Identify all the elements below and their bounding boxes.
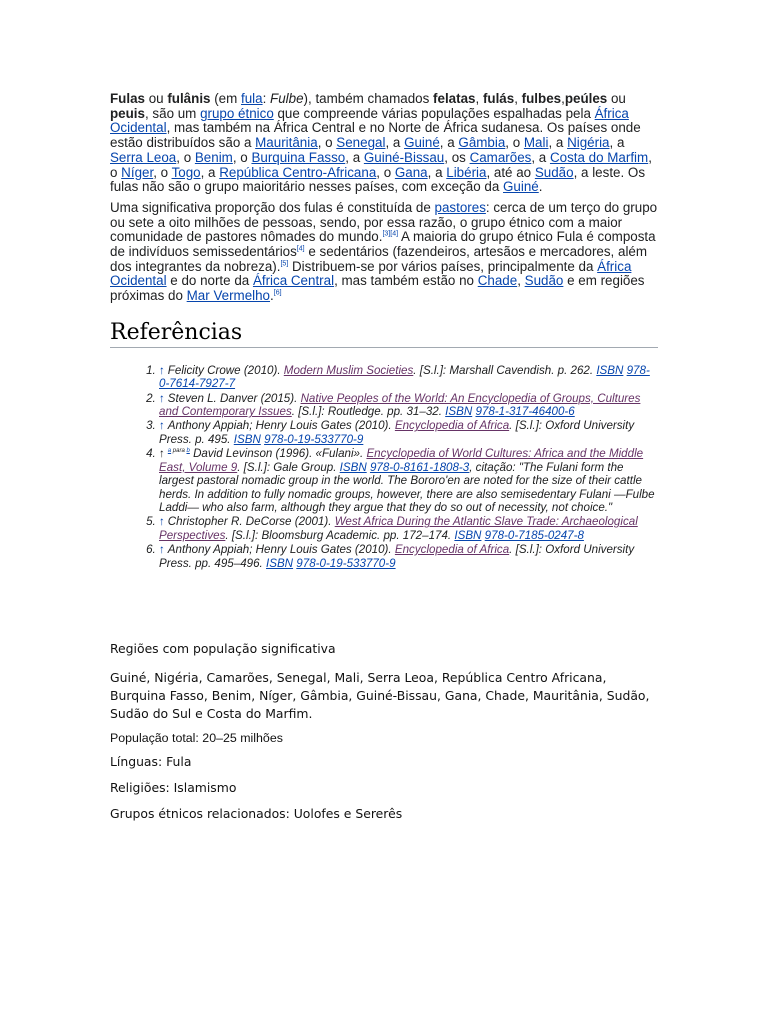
link-mauritania[interactable]: Mauritânia	[255, 135, 318, 151]
link-mar-vermelho[interactable]: Mar Vermelho	[186, 288, 271, 304]
isbn-number-link[interactable]: 978-0-7614-7927-7	[159, 363, 650, 391]
isbn-number-link[interactable]: 978-0-8161-1808-3	[369, 460, 470, 474]
link-nigeria[interactable]: Nigéria	[567, 135, 610, 151]
link-sudao-2[interactable]: Sudão	[524, 273, 564, 289]
reference-title-link[interactable]: Native Peoples of the World: An Encyclopedia of Groups, Cultures and Contemporary Issues	[159, 391, 641, 419]
link-grupo-etnico[interactable]: grupo étnico	[200, 105, 274, 121]
link-costa-do-marfim[interactable]: Costa do Marfim	[549, 149, 649, 165]
reference-quote: , citação: "The Fulani form the largest pastoral nomadic group in the world. The Bororo'en are noted for the size of their cattle herds. In addition to fully nomadic groups, however, there are also semisedentary Fulani —Fulbe Laddi— who also farm, although they argue that they do so out of necessity, not choice."	[159, 460, 655, 514]
reference-title-link[interactable]: Encyclopedia of Africa	[394, 419, 510, 433]
link-mali[interactable]: Mali	[523, 135, 549, 151]
link-chade[interactable]: Chade	[477, 273, 518, 289]
pastoral-paragraph: Uma significativa proporção dos fulas é constituída de pastores: cerca de um terço do grupo ou sete a oito milhões de pessoas, sendo, por essa razão, o grupo étnico com a maior comunidade de pastores nômades do mundo.[3][4] A maioria do grupo étnico Fula é composta de indivíduos semissedentários[4] e sedentários (fazendeiros, artesãos e mercadores, além dos integrantes da nobreza).[5] Distribuem-se por vários países, principalmente da África Ocidental e do norte da África Central, mas também estão no Chade, Sudão e em regiões próximas do Mar Vermelho.[6]	[110, 199, 658, 304]
term-fulas-alt: fulás	[482, 91, 515, 106]
link-fula[interactable]: fula	[241, 91, 263, 106]
backlink-arrow[interactable]: ↑	[159, 363, 165, 377]
backlink-arrow[interactable]: ↑	[159, 419, 165, 433]
link-africa-ocidental[interactable]: África Ocidental	[110, 105, 629, 136]
backlink-arrow[interactable]: ↑	[159, 391, 165, 405]
isbn-link[interactable]: ISBN	[445, 405, 473, 419]
link-serra-leoa[interactable]: Serra Leoa	[110, 149, 177, 165]
link-africa-central[interactable]: África Central	[252, 273, 335, 289]
link-africa-ocidental-2[interactable]: África Ocidental	[110, 258, 632, 289]
reference-item: 4. ↑ $^{a para b}$ David Levinson (1996). «Fulani». Encyclopedia of World Cultures: Africa and the Middle East, Volume 9. [S.l.]: Gale Group. ISBN 978-0-8161-1808-3, citação: "The Fulani form the largest pastoral nomadic group in the world. The Bororo'en are noted for the size of their cattle herds. In addition to fully nomadic groups, however, there are also semisedentary Fulani —Fulbe Laddi— who also farm, although they argue that they do so out of necessity, not choice."	[159, 447, 658, 514]
jump-link-a[interactable]: a	[167, 448, 172, 455]
isbn-number-link[interactable]: 978-0-19-533770-9	[296, 556, 396, 570]
isbn-number-link[interactable]: 978-0-7185-0247-8	[484, 528, 584, 542]
link-guine-2[interactable]: Guiné	[503, 179, 539, 195]
backlink-arrow[interactable]: ↑	[159, 515, 165, 529]
isbn-link[interactable]: ISBN	[233, 432, 261, 446]
link-niger[interactable]: Níger	[121, 164, 154, 180]
term-peuis: peuis	[110, 105, 145, 121]
reference-title-link[interactable]: Encyclopedia of Africa	[394, 543, 510, 557]
reference-item: 5. ↑ Christopher R. DeCorse (2001). West Africa During the Atlantic Slave Trade: Archaeological Perspectives. [S.l.]: Bloomsburg Academic. pp. 172–174. ISBN 978-0-7185-0247-8	[159, 515, 658, 542]
reference-item: 2. ↑ Steven L. Danver (2015). Native Peoples of the World: An Encyclopedia of Groups, Cultures and Contemporary Issues. [S.l.]: Routledge. pp. 31–32. ISBN 978-1-317-46400-6	[159, 392, 658, 419]
link-benim[interactable]: Benim	[194, 149, 233, 165]
term-fulanis: fulânis	[167, 91, 211, 106]
references-heading: Referências	[110, 320, 658, 348]
infobox-languages: Línguas: Fula	[110, 754, 192, 769]
infobox-regions-list: Guiné, Nigéria, Camarões, Senegal, Mali, Serra Leoa, República Centro Africana, Burquina Fasso, Benim, Níger, Gâmbia, Guiné-Bissau, Gana, Chade, Mauritânia, Sudão, Sudão do Sul e Costa do Marfim.	[110, 670, 650, 721]
link-sudao[interactable]: Sudão	[534, 164, 574, 180]
link-liberia[interactable]: Libéria	[446, 164, 487, 180]
term-fulas: Fulas	[110, 91, 145, 106]
link-togo[interactable]: Togo	[171, 164, 201, 180]
infobox-regions-heading: Regiões com população significativa	[110, 641, 336, 656]
backlink-arrow: ↑	[159, 447, 165, 461]
jump-links: a para b	[167, 448, 190, 455]
term-fulbe: Fulbe	[270, 91, 304, 106]
citation-5[interactable]: [5]	[280, 260, 289, 268]
link-camaroes[interactable]: Camarões	[469, 149, 532, 165]
intro-paragraph: Fulas ou fulânis (em fula: Fulbe), também chamados felatas, fulás, fulbes,peúles ou peuis, são um grupo étnico que compreende várias populações espalhadas pela África Ocidental, mas também na África Central e no Norte de África sudanesa. Os países onde estão distribuídos são a Mauritânia, o Senegal, a Guiné, a Gâmbia, o Mali, a Nigéria, a Serra Leoa, o Benim, o Burquina Fasso, a Guiné-Bissau, os Camarões, a Costa do Marfim, o Níger, o Togo, a República Centro-Africana, o Gana, a Libéria, até ao Sudão, a leste. Os fulas não são o grupo maioritário nesses países, com exceção da Guiné.	[110, 91, 652, 195]
article-body	[110, 92, 658, 571]
reference-title-link[interactable]: West Africa During the Atlantic Slave Trade: Archaeological Perspectives	[159, 515, 638, 542]
isbn-number-link[interactable]: 978-1-317-46400-6	[475, 405, 575, 419]
citation-4[interactable]: [4]	[296, 245, 305, 253]
link-senegal[interactable]: Senegal	[336, 135, 386, 151]
infobox	[110, 641, 658, 832]
term-peules: peúles	[564, 91, 608, 106]
link-guine-bissau[interactable]: Guiné-Bissau	[363, 149, 445, 165]
infobox-related-groups: Grupos étnicos relacionados: Uolofes e Sererês	[110, 806, 403, 821]
isbn-link[interactable]: ISBN	[596, 363, 624, 377]
jump-link-b[interactable]: b	[186, 448, 190, 455]
reference-title-link[interactable]: Modern Muslim Societies	[283, 363, 414, 377]
link-pastores[interactable]: pastores	[434, 199, 486, 215]
isbn-link[interactable]: ISBN	[266, 556, 294, 570]
citation-6[interactable]: [6]	[273, 289, 282, 297]
link-burquina-fasso[interactable]: Burquina Fasso	[251, 149, 346, 165]
reference-item: 1. ↑ Felicity Crowe (2010). Modern Muslim Societies. [S.l.]: Marshall Cavendish. p. 262. ISBN 978-0-7614-7927-7	[159, 364, 658, 391]
reference-item: 6. ↑ Anthony Appiah; Henry Louis Gates (2010). Encyclopedia of Africa. [S.l.]: Oxford University Press. pp. 495–496. ISBN 978-0-19-533770-9	[159, 543, 658, 570]
isbn-link[interactable]: ISBN	[454, 528, 482, 542]
citation-3-4[interactable]: [3][4]	[382, 230, 399, 238]
infobox-population: População total: 20–25 milhões	[110, 731, 283, 745]
isbn-number-link[interactable]: 978-0-19-533770-9	[264, 432, 364, 446]
reference-title-link[interactable]: Encyclopedia of World Cultures: Africa and the Middle East, Volume 9	[159, 447, 644, 474]
references-list	[110, 364, 658, 570]
reference-item: 3. ↑ Anthony Appiah; Henry Louis Gates (2010). Encyclopedia of Africa. [S.l.]: Oxford University Press. p. 495. ISBN 978-0-19-533770-9	[159, 419, 658, 446]
term-fulbes: fulbes	[521, 91, 562, 106]
link-republica-centro-africana[interactable]: República Centro-Africana	[219, 164, 377, 180]
isbn-link[interactable]: ISBN	[339, 460, 367, 474]
link-gambia[interactable]: Gâmbia	[458, 135, 506, 151]
term-felatas: felatas	[433, 91, 476, 106]
infobox-religions: Religiões: Islamismo	[110, 780, 237, 795]
link-guine[interactable]: Guiné	[404, 135, 440, 151]
backlink-arrow[interactable]: ↑	[159, 543, 165, 557]
link-gana[interactable]: Gana	[394, 164, 428, 180]
